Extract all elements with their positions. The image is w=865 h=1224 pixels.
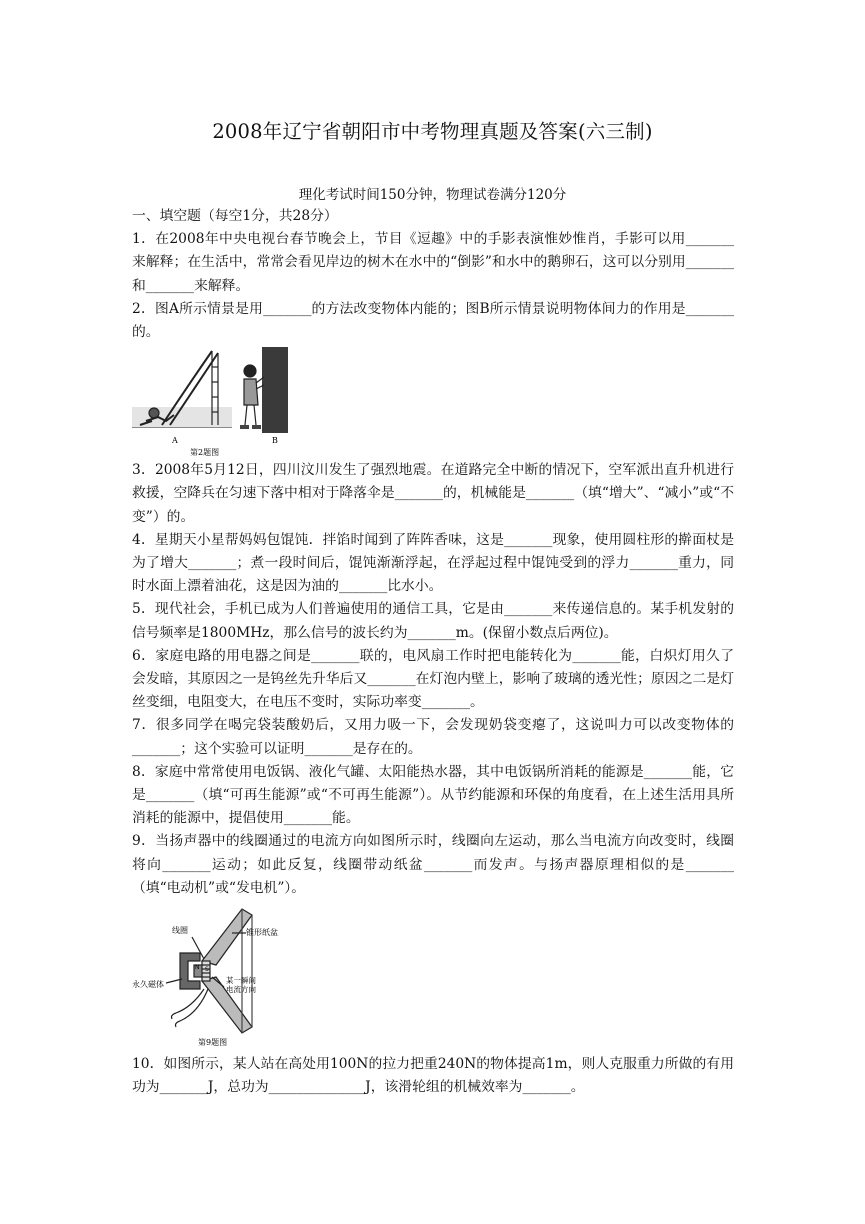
- label-current-2: 电流方向: [226, 985, 256, 995]
- slide-picture-a: [132, 351, 232, 427]
- question-2: 2．图A所示情景是用_______的方法改变物体内能的；图B所示情景说明物体间力的作用是_______的。: [132, 300, 734, 341]
- figure-caption-9: 第9题图: [198, 1038, 228, 1048]
- slide-and-wall-illustration: [132, 347, 292, 457]
- figure-q9: [132, 903, 734, 1051]
- document-body: [132, 205, 734, 1099]
- wall-picture-b: [240, 347, 288, 433]
- label-coil: 线圈: [172, 926, 188, 936]
- question-4: 4．星期天小星帮妈妈包馄饨．拌馅时闻到了阵阵香味，这是_______现象，使用圆柱形的擀面杖是为了增大_______；煮一段时间后，馄饨渐渐浮起，在浮起过程中馄饨受到的浮力_______重力，同时水面上漂着油花，这是因为油的_______比水小。: [132, 531, 734, 595]
- question-8: 8．家庭中常常使用电饭锅、液化气罐、太阳能热水器，其中电饭锅所消耗的能源是_______能，它是_______（填“可再生能源”或“不可再生能源”）。从节约能源和环保的角度看，在上述生活用具所消耗的能源中，提倡使用_______能。: [132, 763, 734, 827]
- question-3: 3．2008年5月12日，四川汶川发生了强烈地震。在道路完全中断的情况下，空军派出直升机进行救援，空降兵在匀速下落中相对于降落伞是_______的，机械能是_______（填“增大”、“减小”或“不变”）的。: [132, 462, 734, 525]
- figure-caption: 第2题图: [190, 448, 220, 458]
- label-cone: 锥形纸盆: [246, 928, 278, 938]
- question-1: 1．在2008年中央电视台春节晚会上，节目《逗趣》中的手影表演惟妙惟肖，手影可以用_______来解释；在生活中，常常会看见岸边的树木在水中的“倒影”和水中的鹅卵石，这可以分别用_______和_______来解释。: [132, 231, 734, 294]
- figure-label-b: B: [272, 436, 278, 446]
- section-heading: 一、填空题（每空1分，共28分）: [132, 208, 338, 224]
- question-6: 6．家庭电路的用电器之间是_______联的，电风扇工作时把电能转化为_______能，白炽灯用久了会发暗，其原因之一是钨丝先升华后又_______在灯泡内壁上，影响了玻璃的透光性；原因之二是灯丝变细，电阻变大，在电压不变时，实际功率变_______。: [132, 647, 734, 711]
- question-10: 10．如图所示，某人站在高处用100N的拉力把重240N的物体提高1m，则人克服重力所做的有用功为_______J，总功为______________J，该滑轮组的机械效率为_______。: [132, 1056, 734, 1096]
- question-5: 5．现代社会，手机已成为人们普遍使用的通信工具，它是由_______来传递信息的。某手机发射的信号频率是1800MHz，那么信号的波长约为_______m。(保留小数点后两位)。: [132, 601, 734, 641]
- loudspeaker-diagram: [132, 903, 278, 1051]
- exam-info: 理化考试时间150分钟，物理试卷满分120分: [298, 187, 567, 203]
- question-9: 9．当扬声器中的线圈通过的电流方向如图所示时，线圈向左运动，那么当电流方向改变时，线圈将向_______运动；如此反复，线圈带动纸盆_______而发声。与扬声器原理相似的是_______（填“电动机”或“发电机”）。: [132, 833, 734, 896]
- label-current-1: 某一瞬间: [226, 976, 256, 986]
- label-s-pole: S: [205, 966, 209, 974]
- figure-label-a: A: [172, 436, 178, 446]
- question-7: 7．很多同学在喝完袋装酸奶后，又用力吸一下，会发现奶袋变瘪了，这说叫力可以改变物体的_______；这个实验可以证明_______是存在的。: [132, 717, 734, 757]
- page-title: 2008年辽宁省朝阳市中考物理真题及答案(六三制): [212, 120, 653, 143]
- label-n-pole: N: [195, 964, 200, 972]
- label-magnet: 永久磁体: [132, 980, 164, 990]
- figure-q2: [132, 347, 734, 457]
